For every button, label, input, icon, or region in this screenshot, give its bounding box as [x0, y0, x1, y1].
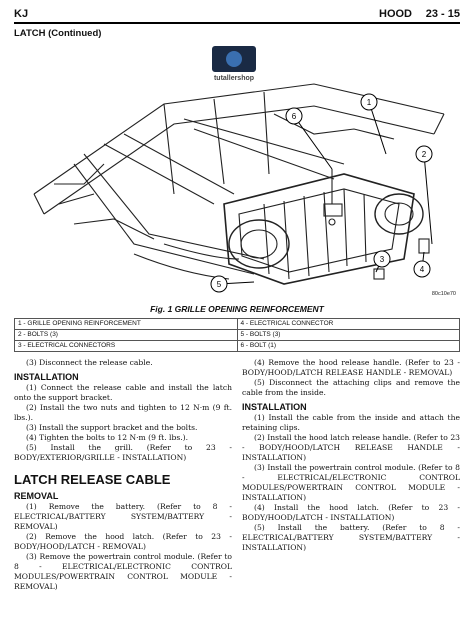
legend-item: 3 - ELECTRICAL CONNECTORS [15, 341, 238, 352]
callout-1: 1 [366, 98, 372, 107]
section-title: LATCH (Continued) [14, 28, 102, 39]
legend-row [15, 330, 460, 341]
step-text: (5) Install the grill. (Refer to 23 - BODY/EXTERIOR/GRILLE - INSTALLATION) [14, 443, 232, 462]
callout-6: 6 [291, 112, 297, 121]
step-text: (4) Remove the hood release handle. (Refer to 23 - BODY/HOOD/LATCH RELEASE HANDLE - REMOVAL) [242, 358, 460, 377]
legend-item: 6 - BOLT (1) [237, 341, 460, 352]
step-text: (1) Install the cable from the inside and attach the retaining clips. [242, 413, 460, 432]
right-column [242, 358, 460, 553]
step-text: (4) Tighten the bolts to 12 N·m (9 ft. lbs.). [26, 433, 189, 442]
figure-code: 80c10e70 [431, 291, 456, 297]
removal-heading: REMOVAL [14, 491, 59, 501]
installation-heading: INSTALLATION [14, 372, 79, 382]
page-number: 23 - 15 [425, 8, 460, 20]
left-column [14, 358, 232, 592]
header-rule [14, 22, 460, 24]
page-header [14, 8, 460, 22]
step-text: (3) Remove the powertrain control module. (Refer to 8 - ELECTRICAL/ELECTRONIC CONTROL MODULES/POWERTRAIN CONTROL MODULE - REMOVAL) [14, 552, 232, 591]
legend-row [15, 341, 460, 352]
callout-5: 5 [216, 280, 222, 289]
step-text: (2) Install the two nuts and tighten to 12 N·m (9 ft. lbs.). [14, 403, 232, 422]
step-text: (3) Install the support bracket and the bolts. [26, 423, 198, 432]
step-text: (2) Remove the hood latch. (Refer to 23 - BODY/HOOD/LATCH - REMOVAL) [14, 532, 232, 551]
step-text: (1) Connect the release cable and install the latch onto the support bracket. [14, 383, 232, 402]
figure-grille-reinforcement [14, 44, 460, 299]
header-section: HOOD [379, 8, 412, 20]
figure-legend [14, 318, 460, 352]
vehicle-front-diagram [14, 44, 460, 299]
legend-item: 4 - ELECTRICAL CONNECTOR [237, 319, 460, 330]
callout-3: 3 [379, 255, 385, 264]
legend-item: 5 - BOLTS (3) [237, 330, 460, 341]
figure-caption: Fig. 1 GRILLE OPENING REINFORCEMENT [150, 304, 324, 314]
legend-item: 2 - BOLTS (3) [15, 330, 238, 341]
step-text: (3) Disconnect the release cable. [26, 358, 153, 367]
installation-heading: INSTALLATION [242, 402, 307, 412]
legend-item: 1 - GRILLE OPENING REINFORCEMENT [15, 319, 238, 330]
latch-release-cable-heading: LATCH RELEASE CABLE [14, 472, 171, 487]
step-text: (5) Install the battery. (Refer to 8 - ELECTRICAL/BATTERY SYSTEM/BATTERY - INSTALLATION) [242, 523, 460, 552]
step-text: (5) Disconnect the attaching clips and remove the cable from the inside. [242, 378, 460, 397]
step-text: (3) Install the powertrain control module. (Refer to 8 - ELECTRICAL/ELECTRONIC CONTROL MODULES/POWERTRAIN CONTROL MODULE - INSTALLATION) [242, 463, 460, 502]
step-text: (2) Install the hood latch release handle. (Refer to 23 - BODY/HOOD/LATCH RELEASE HANDLE - INSTALLATION) [242, 433, 460, 462]
step-text: (4) Install the hood latch. (Refer to 23 - BODY/HOOD/LATCH - INSTALLATION) [242, 503, 460, 522]
watermark-text: tutallershop [213, 75, 255, 82]
callout-2: 2 [421, 150, 427, 159]
callout-4: 4 [419, 265, 425, 274]
step-text: (1) Remove the battery. (Refer to 8 - ELECTRICAL/BATTERY SYSTEM/BATTERY - REMOVAL) [14, 502, 232, 531]
legend-row [15, 319, 460, 330]
header-left: KJ [14, 8, 29, 20]
